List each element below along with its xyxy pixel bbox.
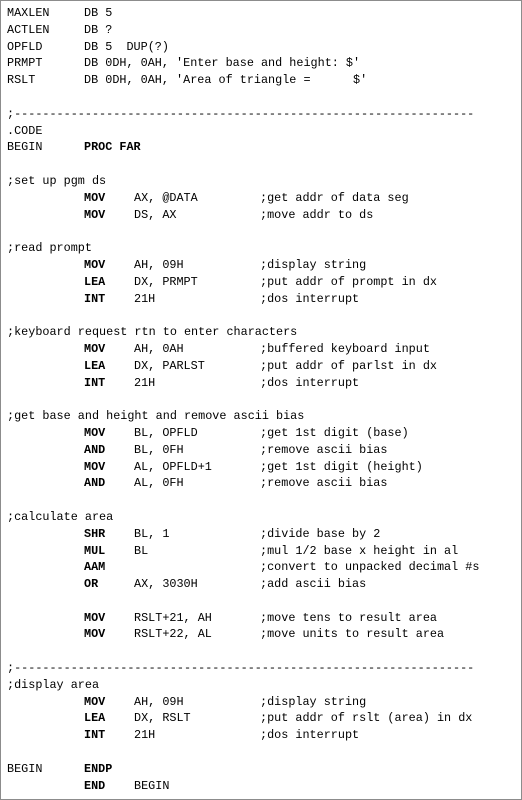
code-operands: BEGIN [134, 778, 170, 793]
code-operands: AL, OPFLD+1 [134, 459, 212, 474]
code-operands: RSLT+21, AH [134, 610, 212, 625]
code-comment: ;display string [260, 257, 367, 272]
code-operands: DX, PRMPT [134, 274, 198, 289]
code-mnemonic: LEA [84, 274, 106, 289]
code-comment: ;move tens to result area [260, 610, 437, 625]
code-label: .CODE [7, 123, 43, 138]
code-comment: ;dos interrupt [260, 375, 360, 390]
code-label: ;----------------------------------------------------------------- [7, 661, 475, 676]
code-mnemonic: MOV [84, 459, 106, 474]
code-mnemonic: DB 5 DUP(?) [84, 39, 169, 54]
code-comment: ;get addr of data seg [260, 190, 409, 205]
code-mnemonic: AAM [84, 560, 106, 575]
code-mnemonic: SHR [84, 526, 106, 541]
code-comment: ;move units to result area [260, 627, 445, 642]
code-comment: ;remove ascii bias [260, 442, 388, 457]
code-comment: ;dos interrupt [260, 291, 360, 306]
code-operands: DX, PARLST [134, 358, 205, 373]
code-operands: AX, @DATA [134, 190, 198, 205]
code-operands: AL, 0FH [134, 476, 184, 491]
code-comment: ;get 1st digit (base) [260, 425, 409, 440]
code-mnemonic: MUL [84, 543, 106, 558]
code-label: ;calculate area [7, 509, 114, 524]
code-label: ;get base and height and remove ascii bias [7, 409, 305, 424]
code-label: MAXLEN [7, 6, 50, 20]
code-comment: ;put addr of parlst in dx [260, 358, 437, 373]
code-operands: 21H [134, 291, 156, 306]
code-label: BEGIN [7, 140, 43, 155]
code-mnemonic: LEA [84, 711, 106, 726]
code-mnemonic: MOV [84, 610, 106, 625]
code-mnemonic: AND [84, 442, 106, 457]
code-mnemonic: INT [84, 728, 106, 743]
code-operands: DS, AX [134, 207, 177, 222]
code-label: ;----------------------------------------------------------------- [7, 106, 475, 121]
code-mnemonic: DB 0DH, 0AH, 'Enter base and height: $' [84, 56, 361, 71]
code-mnemonic: MOV [84, 694, 106, 709]
code-operands: 21H [134, 375, 156, 390]
code-comment: ;dos interrupt [260, 728, 360, 743]
code-label: PRMPT [7, 56, 43, 71]
code-label: BEGIN [7, 761, 43, 776]
code-mnemonic: OR [84, 577, 99, 592]
code-operands: BL, OPFLD [134, 425, 198, 440]
code-mnemonic: MOV [84, 627, 106, 642]
code-label: OPFLD [7, 39, 43, 54]
code-operands: DX, RSLT [134, 711, 191, 726]
code-operands: AH, 09H [134, 694, 184, 709]
code-mnemonic: DB 0DH, 0AH, 'Area of triangle = $' [84, 73, 368, 88]
code-operands: AH, 0AH [134, 341, 184, 356]
code-label: ;read prompt [7, 241, 92, 256]
code-mnemonic: MOV [84, 425, 106, 440]
code-label: ;set up pgm ds [7, 173, 107, 188]
code-mnemonic: PROC FAR [84, 140, 141, 155]
code-label: RSLT [7, 73, 36, 88]
code-comment: ;move addr to ds [260, 207, 374, 222]
code-comment: ;buffered keyboard input [260, 341, 430, 356]
code-comment: ;mul 1/2 base x height in al [260, 543, 459, 558]
code-operands: BL, 1 [134, 526, 170, 541]
code-mnemonic: INT [84, 375, 106, 390]
code-comment: ;add ascii bias [260, 577, 367, 592]
code-label: ;keyboard request rtn to enter characters [7, 325, 298, 340]
code-label: ACTLEN [7, 22, 50, 37]
code-mnemonic: DB ? [84, 22, 113, 37]
code-mnemonic: DB 5 [84, 6, 113, 20]
code-operands: RSLT+22, AL [134, 627, 212, 642]
code-mnemonic: INT [84, 291, 106, 306]
code-comment: ;remove ascii bias [260, 476, 388, 491]
code-mnemonic: ENDP [84, 761, 113, 776]
code-comment: ;get 1st digit (height) [260, 459, 423, 474]
code-mnemonic: MOV [84, 341, 106, 356]
code-mnemonic: LEA [84, 358, 106, 373]
code-mnemonic: END [84, 778, 106, 793]
code-operands: AX, 3030H [134, 577, 198, 592]
code-mnemonic: MOV [84, 207, 106, 222]
code-operands: 21H [134, 728, 156, 743]
code-comment: ;display string [260, 694, 367, 709]
code-operands: AH, 09H [134, 257, 184, 272]
code-comment: ;convert to unpacked decimal #s [260, 560, 480, 575]
code-comment: ;divide base by 2 [260, 526, 381, 541]
code-mnemonic: MOV [84, 257, 106, 272]
code-mnemonic: AND [84, 476, 106, 491]
code-mnemonic: MOV [84, 190, 106, 205]
code-label: ;display area [7, 677, 100, 692]
code-comment: ;put addr of prompt in dx [260, 274, 437, 289]
code-operands: BL [134, 543, 149, 558]
code-operands: BL, 0FH [134, 442, 184, 457]
code-comment: ;put addr of rslt (area) in dx [260, 711, 473, 726]
